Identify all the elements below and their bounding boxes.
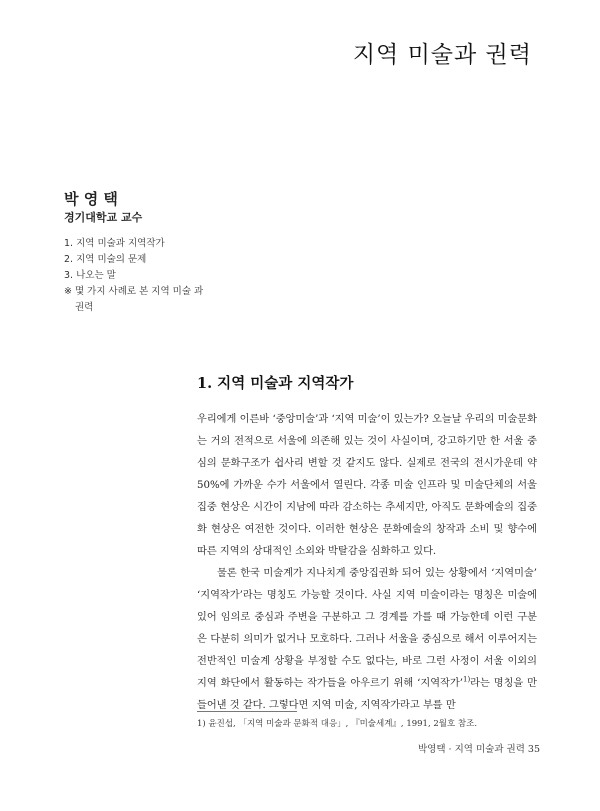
page-title: 지역 미술과 권력 (352, 42, 532, 68)
author-affiliation: 경기대학교 교수 (64, 211, 143, 224)
running-footer-text: 박영택 · 지역 미술과 권력 (418, 744, 525, 755)
running-footer (418, 741, 540, 755)
table-of-contents (64, 236, 214, 316)
toc-item: 3. 나오는 말 (64, 270, 116, 281)
paragraph (197, 563, 537, 717)
section-heading: 1. 지역 미술과 지역작가 (197, 375, 354, 392)
footnote-marker: 1) (462, 675, 471, 684)
page-number: 35 (527, 744, 540, 755)
body-text (197, 409, 537, 717)
paragraph-text: 물론 한국 미술계가 지나치게 중앙집권화 되어 있는 상황에서 ‘지역미술’ ‘지역작가’라는 명칭도 가능할 것이다. 사실 지역 미술이라는 명칭은 미술에 있어 임의로 중심과 주변을 구분하고 그 경계를 가를 때 가능한데 이런 구분은 다분히 의미가 없거나 모호하다. 그러나 서울을 중심으로 해서 이루어지는 전반적인 미술계 상황을 부정할 수도 없다는, 바로 그런 사정이 서울 이외의 지역 화단에서 활동하는 작가들을 아우르기 위해 ‘지역작가’ (197, 568, 537, 689)
toc-item: 1. 지역 미술과 지역작가 (64, 238, 165, 249)
toc-item: 2. 지역 미술의 문제 (64, 254, 147, 265)
toc-item-note: ※ 몇 가지 사례로 본 지역 미술 과 권력 (64, 286, 204, 313)
author-name: 박 영 택 (64, 190, 118, 208)
paragraph-tail: 라는 명칭을 만들어낸 것 같다. 그렇다면 지역 미술, 지역작가라고 부를 만 (197, 678, 537, 711)
footnote: 1) 윤진섭, 「지역 미술과 문화적 대응」, 『미술세계』, 1991, 2월호 참조. (197, 719, 478, 729)
paragraph: 우리에게 이른바 ‘중앙미술’과 ‘지역 미술’이 있는가? 오늘날 우리의 미술문화는 거의 전적으로 서울에 의존해 있는 것이 사실이며, 강고하기만 한 서울 중심의 문화구조가 쉽사리 변할 것 같지도 않다. 실제로 전국의 전시가운데 약 50%에 가까운 수가 서울에서 열린다. 각종 미술 인프라 및 미술단체의 서울 집중 현상은 시간이 지남에 따라 감소하는 추세지만, 아직도 문화예술의 집중화 현상은 여전한 것이다. 이러한 현상은 문화예술의 창작과 소비 및 향수에 따른 지역의 상대적인 소외와 박탈감을 심화하고 있다. (197, 414, 537, 557)
footnote-divider (197, 711, 297, 712)
